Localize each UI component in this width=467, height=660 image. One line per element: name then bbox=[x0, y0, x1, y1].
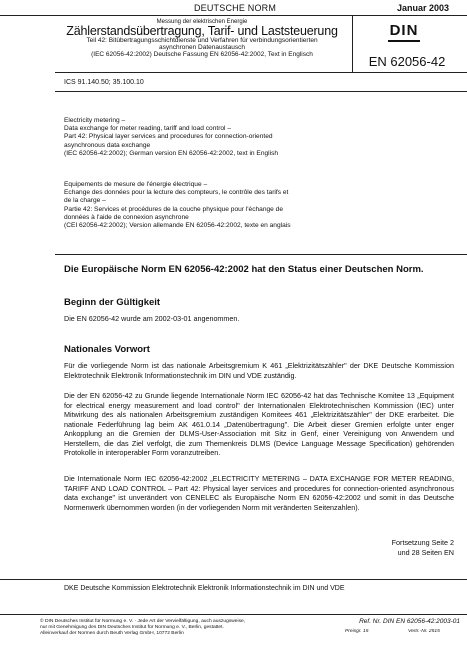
copyright-notice bbox=[40, 619, 340, 637]
continuation-line-2: und 28 Seiten EN bbox=[397, 547, 454, 557]
header-vertical-divider bbox=[352, 15, 353, 72]
continuation-line-1: Fortsetzung Seite 2 bbox=[391, 538, 454, 547]
english-title-line: (IEC 62056-42:2002); German version EN 62056-42:2002, text in English bbox=[64, 149, 279, 157]
copyright-line-3: Alleinverkauf der Normen durch Beuth Verlag GmbH, 10772 Berlin bbox=[40, 631, 184, 637]
validity-heading: Beginn der Gültigkeit bbox=[64, 297, 161, 308]
footer-divider bbox=[0, 614, 467, 615]
french-title-line: données à l'aide de connexion asynchrone bbox=[64, 213, 189, 221]
ics-code: ICS 91.140.50; 35.100.10 bbox=[64, 79, 144, 86]
french-title-line: (CEI 62056-42:2002); Version allemande EN 62056-42:2002, texte en anglais bbox=[64, 222, 291, 230]
ics-divider bbox=[55, 91, 467, 92]
header-divider bbox=[0, 15, 467, 16]
foreword-paragraph-1: Für die vorliegende Norm ist das nationale Arbeitsgremium K 461 „Elektrizitätszähler" der DKE Deutsche Kommission Elektrotechnik Elektronik Informationstechnik im DIN und VDE zuständig. bbox=[64, 361, 454, 380]
foreword-paragraph-2: Die der EN 62056-42 zu Grunde liegende Internationale Norm IEC 62056-42 hat das Technische Komitee 13 „Equipment for electrical energy measurement and load control" der Internationalen Elektrotechnischen Kommission (IEC) unter Mitwirkung des als nationalen Arbeitsgremium zuständigen Komitees 461 „Elektrizitätszähler" der DKE erarbeitet. Die nationale Federführung lag beim AK 461.0.14 „Datenübertragung". Die Arbeit dieser Gremien erfolgte unter enger Ankopplung an die Gremien der DLMS-User-Association mit Sitz in Genf, einer Vereinigung von Anwendern und Herstellern, die das Ziel verfolgt, die zum Themenkreis DLMS (Device Language Message Specification) gehörenden Protokolle in interoperabler Form voranzutreiben. bbox=[64, 391, 454, 458]
publication-date: Januar 2003 bbox=[396, 3, 449, 13]
standard-number: EN 62056-42 bbox=[368, 54, 446, 69]
validity-text: Die EN 62056-42 wurde am 2002-03-01 angenommen. bbox=[64, 314, 240, 323]
copyright-line-1: © DIN Deutsches Institut für Normung e. V. · Jede Art der Vervielfältigung, auch auszugsweise, bbox=[40, 619, 246, 624]
english-title-line: Data exchange for meter reading, tariff and load control – bbox=[64, 125, 232, 133]
titles-divider bbox=[55, 254, 467, 255]
din-logo: DIN bbox=[389, 22, 419, 39]
french-title bbox=[64, 181, 404, 230]
french-title-line: Partie 42: Services et procédures de la couche physique pour l'échange de bbox=[64, 205, 283, 213]
english-title-line: Electricity metering – bbox=[64, 117, 126, 124]
norm-type-label: DEUTSCHE NORM bbox=[193, 3, 277, 13]
supertitle: Messung der elektrischen Energie bbox=[156, 19, 248, 25]
title-block bbox=[58, 19, 346, 59]
copyright-line-2: nur mit Genehmigung des DIN Deutsches Institut für Normung e. V., Berlin, gestattet. bbox=[40, 625, 224, 631]
din-logo-underline bbox=[388, 40, 420, 42]
subtitle-line-3: (IEC 62056-42:2002) Deutsche Fassung EN 62056-42:2002, Text in Englisch bbox=[91, 51, 313, 59]
english-title-line: Part 42: Physical layer services and procedures for connection-oriented bbox=[64, 133, 273, 141]
english-title-line: asynchronous data exchange bbox=[64, 141, 151, 149]
dke-top-divider bbox=[0, 579, 467, 580]
foreword-heading: Nationales Vorwort bbox=[64, 344, 150, 355]
price-group: Preisgr. 15 bbox=[345, 629, 369, 634]
sales-number: Vertr.-Nr. 2515 bbox=[408, 629, 440, 634]
english-title bbox=[64, 117, 404, 158]
french-title-line: Equipements de mesure de l'énergie électrique – bbox=[64, 181, 208, 188]
dke-line: DKE Deutsche Kommission Elektrotechnik Elektronik Informationstechnik im DIN und VDE bbox=[64, 585, 345, 592]
continuation-note bbox=[300, 538, 454, 557]
french-title-line: Echange des données pour la lecture des compteurs, le contrôle des tarifs et bbox=[64, 189, 289, 197]
title-block-divider bbox=[55, 72, 467, 73]
document-title: Zählerstandsübertragung, Tarif- und Laststeuerung bbox=[66, 24, 338, 39]
reference-number: Ref. Nr. DIN EN 62056-42:2003-01 bbox=[359, 618, 460, 625]
foreword-paragraph-3: Die Internationale Norm IEC 62056-42:2002 „ELECTRICITY METERING – DATA EXCHANGE FOR METER READING, TARIFF AND LOAD CONTROL – Part 42: Physical layer services and procedures for connection-oriented asynchronous data exchange" ist unverändert von CENELEC als Europäische Norm EN 62056-42:2002 und somit in das Deutsche Normenwerk übernommen worden (in der vorliegenden Norm mit veränderten Seitenzahlen). bbox=[64, 474, 454, 512]
status-statement: Die Europäische Norm EN 62056-42:2002 hat den Status einer Deutschen Norm. bbox=[64, 264, 424, 275]
subtitle-line-2: asynchronen Datenaustausch bbox=[158, 44, 245, 52]
french-title-line: de la charge – bbox=[64, 197, 106, 205]
subtitle-line-1: Teil 42: Bitübertragungsschichtdienste und Verfahren für verbindungsorientierten bbox=[86, 37, 318, 45]
